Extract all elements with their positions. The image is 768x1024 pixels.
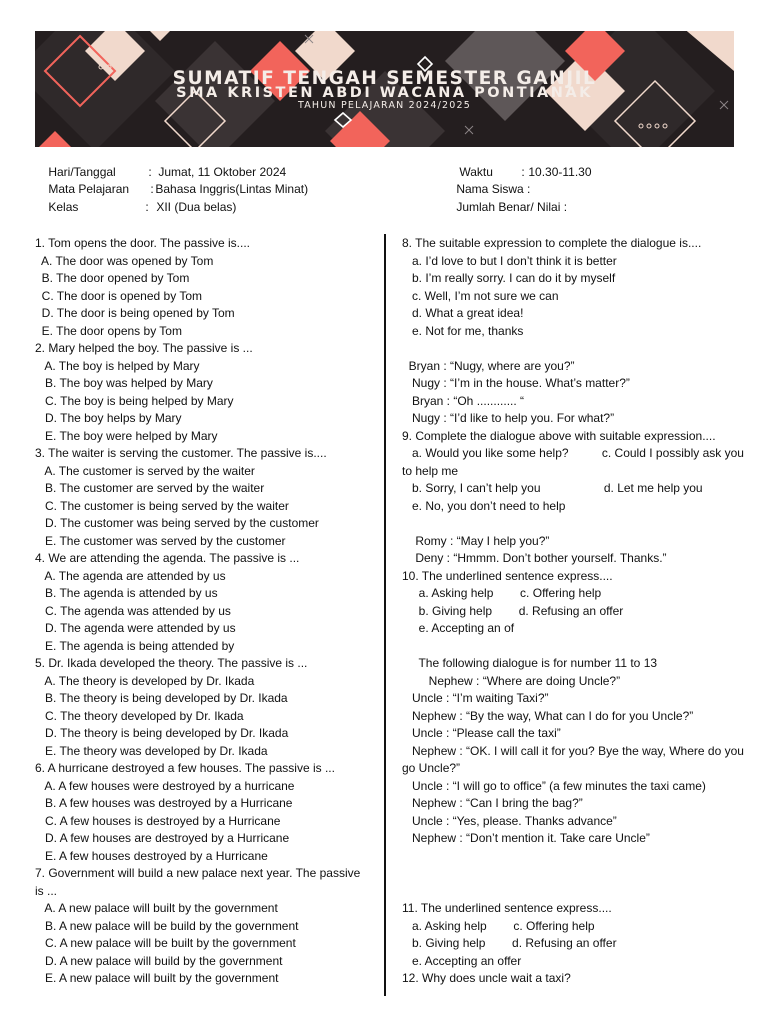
- text-line: B. The boy was helped by Mary: [35, 376, 213, 390]
- exam-subject: Bahasa Inggris(Lintas Minat): [155, 182, 309, 196]
- text-line: E. The boy were helped by Mary: [35, 428, 218, 443]
- exam-time: 10.30-11.30: [528, 165, 592, 179]
- text-line: Nephew : “OK. I will call it for you? Bye the way, Where do you: [402, 743, 744, 758]
- text-line: C. The boy is being helped by Mary: [35, 393, 234, 408]
- text-line: D. The door is being opened by Tom: [35, 306, 235, 320]
- text-line: A. A few houses were destroyed by a hurricane: [35, 778, 295, 793]
- info-row-class: Kelas : XII (Dua belas): [48, 200, 237, 214]
- info-row-date: Hari/Tanggal : Jumat, 11 Oktober 2024: [48, 165, 287, 179]
- text-line: E. The customer was served by the customer: [35, 533, 286, 548]
- text-line: b. Giving help d. Refusing an offer: [402, 936, 617, 950]
- text-line: b. Giving help d. Refusing an offer: [402, 603, 624, 618]
- text-line: [402, 638, 737, 656]
- text-line: D. A few houses are destroyed by a Hurricane: [35, 831, 290, 845]
- text-line: a. Asking help c. Offering help: [402, 918, 595, 933]
- text-line: C. A new palace will be built by the government: [35, 936, 296, 950]
- text-line: D. The boy helps by Mary: [35, 411, 182, 425]
- text-line: Nephew : “Where are doing Uncle?”: [402, 673, 621, 688]
- text-line: go Uncle?”: [402, 761, 461, 775]
- text-line: Bryan : “Nugy, where are you?”: [402, 358, 575, 373]
- text-line: B. The door opened by Tom: [35, 271, 190, 285]
- text-line: a. Would you like some help? c. Could I possibly ask you: [402, 446, 744, 460]
- text-line: 2. Mary helped the boy. The passive is ...: [35, 341, 253, 355]
- column-divider: [384, 234, 386, 996]
- header-banner: [35, 31, 734, 147]
- info-row-student-name: Nama Siswa :: [456, 182, 531, 196]
- text-line: [402, 515, 737, 533]
- text-line: Bryan : “Oh ............ “: [402, 393, 525, 408]
- text-line: E. The theory was developed by Dr. Ikada: [35, 743, 268, 758]
- text-line: E. A few houses destroyed by a Hurricane: [35, 848, 268, 863]
- text-line: a. I’d love to but I don’t think it is better: [402, 253, 617, 268]
- exam-date: Jumat, 11 Oktober 2024: [158, 165, 287, 179]
- questions-left-column: [35, 235, 380, 988]
- text-line: Nugy : “I’d like to help you. For what?”: [402, 411, 615, 425]
- academic-year: TAHUN PELAJARAN 2024/2025: [297, 100, 472, 111]
- text-line: Romy : “May I help you?”: [402, 533, 550, 548]
- text-line: 3. The waiter is serving the customer. The passive is....: [35, 446, 327, 460]
- text-line: e. No, you don’t need to help: [402, 498, 566, 513]
- info-row-score: Jumlah Benar/ Nilai :: [456, 200, 568, 214]
- text-line: The following dialogue is for number 11 to 13: [402, 656, 658, 670]
- text-line: B. The theory is being developed by Dr. Ikada: [35, 691, 288, 705]
- text-line: E. The agenda is being attended by: [35, 638, 235, 653]
- text-line: [402, 848, 737, 866]
- text-line: A. The boy is helped by Mary: [35, 358, 200, 373]
- text-line: B. A few houses was destroyed by a Hurricane: [35, 796, 293, 810]
- text-line: Uncle : “Yes, please. Thanks advance”: [402, 813, 617, 828]
- text-line: E. The door opens by Tom: [35, 323, 182, 338]
- text-line: 8. The suitable expression to complete the dialogue is....: [402, 236, 702, 250]
- school-name: SMA KRISTEN ABDI WACANA PONTIANAK: [176, 85, 593, 101]
- text-line: b. I’m really sorry. I can do it by myself: [402, 271, 616, 285]
- text-line: B. The agenda is attended by us: [35, 586, 218, 600]
- text-line: 10. The underlined sentence express....: [402, 568, 613, 583]
- text-line: Nephew : “Don’t mention it. Take care Uncle”: [402, 831, 650, 845]
- text-line: e. Accepting an offer: [402, 953, 522, 968]
- text-line: 9. Complete the dialogue above with suitable expression....: [402, 428, 716, 443]
- text-line: A. The agenda are attended by us: [35, 568, 226, 583]
- exam-title: SUMATIF TENGAH SEMESTER GANJIL: [172, 67, 597, 89]
- text-line: 12. Why does uncle wait a taxi?: [402, 971, 571, 985]
- exam-class: XII (Dua belas): [156, 200, 237, 214]
- text-line: e. Not for me, thanks: [402, 323, 524, 338]
- text-line: [402, 865, 737, 883]
- text-line: 1. Tom opens the door. The passive is....: [35, 236, 251, 250]
- text-line: is ...: [35, 883, 58, 898]
- text-line: 5. Dr. Ikada developed the theory. The passive is ...: [35, 656, 308, 670]
- text-line: D. The theory is being developed by Dr. Ikada: [35, 726, 289, 740]
- text-line: 6. A hurricane destroyed a few houses. The passive is ...: [35, 761, 335, 775]
- text-line: A. The theory is developed by Dr. Ikada: [35, 673, 255, 688]
- text-line: Uncle : “I’m waiting Taxi?”: [402, 691, 549, 705]
- text-line: a. Asking help c. Offering help: [402, 586, 602, 600]
- text-line: C. A few houses is destroyed by a Hurricane: [35, 813, 281, 828]
- text-line: Deny : “Hmmm. Don’t bother yourself. Thanks.”: [402, 551, 667, 565]
- text-line: Uncle : “I will go to office” (a few minutes the taxi came): [402, 778, 706, 793]
- text-line: c. Well, I’m not sure we can: [402, 288, 559, 303]
- text-line: 11. The underlined sentence express....: [402, 901, 612, 915]
- text-line: e. Accepting an of: [402, 621, 515, 635]
- info-row-subject: Mata Pelajaran : Bahasa Inggris(Lintas Minat): [48, 182, 309, 196]
- text-line: A. The customer is served by the waiter: [35, 463, 255, 478]
- text-line: to help me: [402, 463, 459, 478]
- text-line: b. Sorry, I can’t help you d. Let me help you: [402, 481, 703, 495]
- text-line: A. A new palace will built by the government: [35, 901, 278, 915]
- text-line: E. A new palace will built by the government: [35, 971, 279, 985]
- text-line: B. The customer are served by the waiter: [35, 481, 265, 495]
- text-line: 4. We are attending the agenda. The passive is ...: [35, 551, 300, 565]
- text-line: Uncle : “Please call the taxi”: [402, 726, 561, 740]
- text-line: Nephew : “Can I bring the bag?”: [402, 796, 583, 810]
- text-line: C. The agenda was attended by us: [35, 603, 231, 618]
- questions-right-column: [402, 235, 744, 988]
- text-line: D. The agenda were attended by us: [35, 621, 236, 635]
- text-line: Nugy : “I’m in the house. What’s matter?”: [402, 376, 630, 390]
- text-line: A. The door was opened by Tom: [35, 253, 214, 268]
- text-line: Nephew : “By the way, What can I do for you Uncle?”: [402, 708, 694, 723]
- text-line: C. The theory developed by Dr. Ikada: [35, 708, 244, 723]
- text-line: [402, 340, 737, 358]
- text-line: D. A new palace will build by the government: [35, 953, 283, 968]
- text-line: D. The customer was being served by the customer: [35, 516, 319, 530]
- text-line: B. A new palace will be build by the government: [35, 918, 299, 933]
- text-line: C. The customer is being served by the waiter: [35, 498, 289, 513]
- text-line: d. What a great idea!: [402, 306, 524, 320]
- text-line: C. The door is opened by Tom: [35, 288, 202, 303]
- text-line: [402, 883, 737, 901]
- info-row-time: Waktu : 10.30-11.30: [459, 165, 592, 179]
- text-line: 7. Government will build a new palace next year. The passive: [35, 866, 361, 880]
